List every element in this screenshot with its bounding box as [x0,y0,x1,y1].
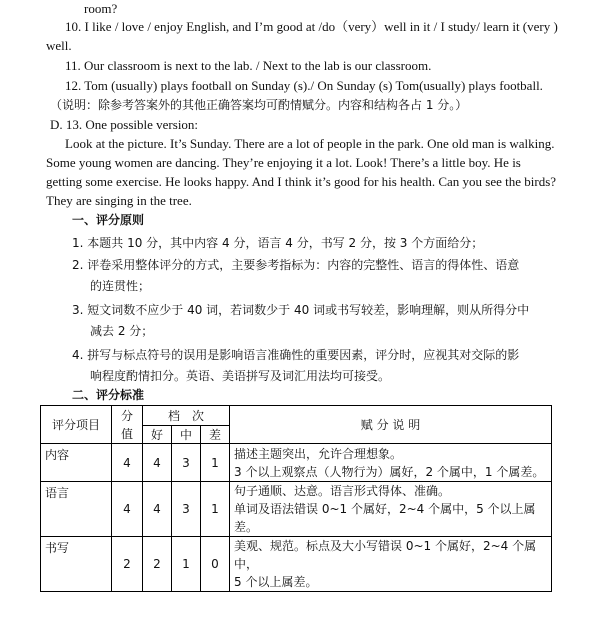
principle-item [72,256,519,274]
principle-number: 4. [72,348,84,362]
row-item: 书写 [41,537,112,592]
row-mid: 3 [172,444,201,482]
row-item: 内容 [41,444,112,482]
row-good: 4 [143,482,172,537]
principle-number: 1. [72,236,84,250]
row-mid: 1 [172,537,201,592]
scoring-note: （说明：除参考答案外的其他正确答案均可酌情赋分。内容和结构各占 1 分。） [50,98,468,112]
principle-item [72,301,529,319]
header-score: 分 值 [112,406,143,444]
row-poor: 1 [201,444,230,482]
principle-number: 3. [72,303,84,317]
essay-line: Look at the picture. It’s Sunday. There are a lot of people in the park. One old man is walking. [65,136,555,151]
principles-title: 一、评分原则 [72,213,145,227]
principle-text: 短文词数不应少于 40 词，若词数少于 40 词或书写较差，影响理解，则从所得分中 [87,303,530,317]
row-mid: 3 [172,482,201,537]
row-score: 4 [112,482,143,537]
table-row [41,537,552,592]
essay-line: Some young women are dancing. They’re enjoying it a lot. Look! There’s a little boy. He is [46,155,521,170]
table-row [41,482,552,537]
principle-item [72,346,519,364]
header-grade: 档 次 [143,406,230,426]
row-good: 4 [143,444,172,482]
principle-text-cont: 减去 2 分； [90,324,154,338]
principle-text: 评卷采用整体评分的方式，主要参考指标为：内容的完整性、语言的得体性、语意 [87,258,520,272]
essay-line: They are singing in the tree. [46,193,192,208]
row-poor: 1 [201,482,230,537]
header-item: 评分项目 [41,406,112,444]
answer-fragment: room? [84,1,118,16]
principle-number: 2. [72,258,84,272]
row-good: 2 [143,537,172,592]
header-desc: 赋 分 说 明 [230,406,552,444]
scoring-table [40,405,552,592]
principle-item [72,234,483,252]
row-desc: 句子通顺、达意。语言形式得体、准确。 单词及语法错误 0~1 个属好，2~4 个属中，5 个以上属差。 [230,482,552,537]
principle-text: 拼写与标点符号的误用是影响语言准确性的重要因素，评分时，应视其对交际的影 [87,348,520,362]
header-mid: 中 [172,426,201,444]
row-score: 4 [112,444,143,482]
row-score: 2 [112,537,143,592]
header-poor: 差 [201,426,230,444]
principle-text-cont: 的连贯性； [90,279,151,293]
principle-text-cont: 响程度酌情扣分。英语、美语拼写及词汇用法均可接受。 [90,369,391,383]
row-desc: 描述主题突出，允许合理想象。 3 个以上观察点（人物行为）属好，2 个属中，1 个属差。 [230,444,552,482]
principle-text: 本题共 10 分，其中内容 4 分，语言 4 分，书写 2 分，按 3 个方面给分； [87,236,484,250]
answer-12: 12. Tom (usually) plays football on Sunday (s)./ On Sunday (s) Tom(usually) plays football. [65,78,543,93]
table-row [41,444,552,482]
answer-11: 11. Our classroom is next to the lab. / Next to the lab is our classroom. [65,58,432,73]
row-desc: 美观、规范。标点及大小写错误 0~1 个属好，2~4 个属中， 5 个以上属差。 [230,537,552,592]
row-item: 语言 [41,482,112,537]
header-good: 好 [143,426,172,444]
standards-title: 二、评分标准 [72,388,145,402]
essay-line: getting some exercise. He looks happy. And I think it’s good for his health. Can you see the birds? [46,174,557,189]
answer-10-cont: well. [46,38,72,53]
answer-10: 10. I like / love / enjoy English, and I’m good at /do（very）well in it / I study/ learn it (very ) [65,19,558,34]
essay-heading: D. 13. One possible version: [50,117,199,132]
row-poor: 0 [201,537,230,592]
